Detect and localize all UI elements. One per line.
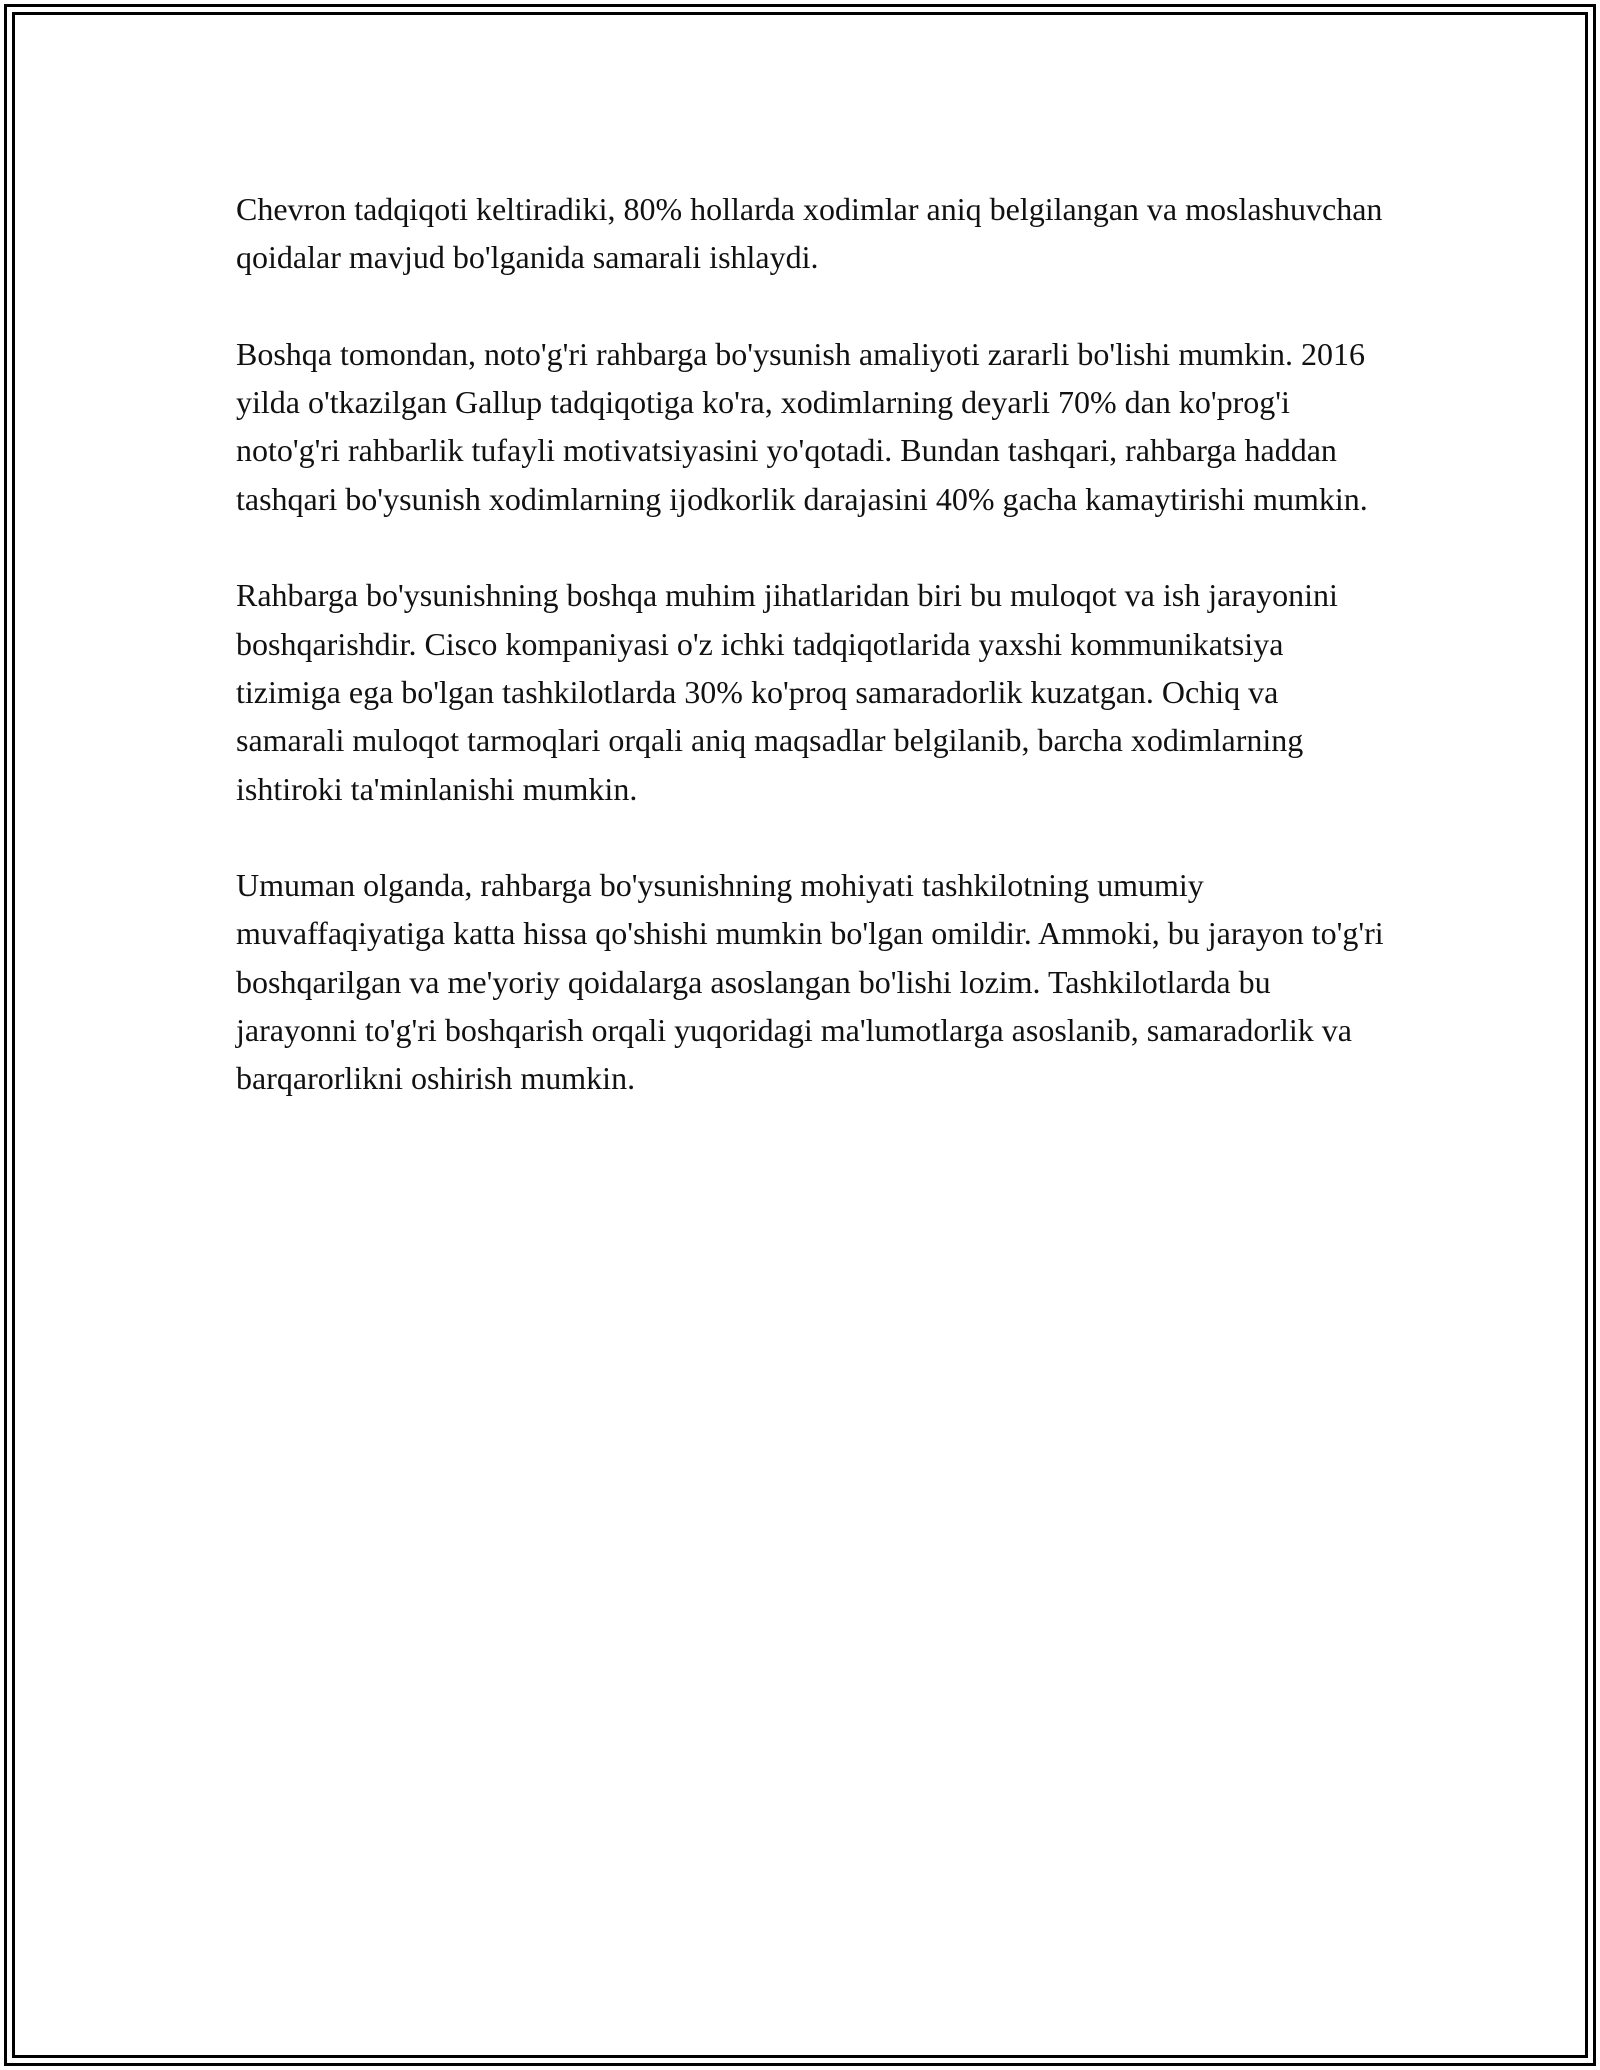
paragraph-gallup-study: Boshqa tomondan, noto'g'ri rahbarga bo'ysunish amaliyoti zararli bo'lishi mumkin. 2016 yilda o'tkazilgan Gallup tadqiqotiga ko'ra, xodimlarning deyarli 70% dan ko'prog'i noto'g'ri rahbarlik tufayli motivatsiyasini yo'qotadi. Bundan tashqari, rahbarga haddan tashqari bo'ysunish xodimlarning ijodkorlik darajasini 40% gacha kamaytirishi mumkin.: [236, 335, 1368, 517]
paragraph-chevron-study: Chevron tadqiqoti keltiradiki, 80% hollarda xodimlar aniq belgilangan va moslashuvchan qoidalar mavjud bo'lganida samarali ishlaydi.: [236, 191, 1383, 276]
paragraph-conclusion: Umuman olganda, rahbarga bo'ysunishning mohiyati tashkilotning umumiy muvaffaqiyatiga katta hissa qo'shishi mumkin bo'lgan omildir. Ammoki, bu jarayon to'g'ri boshqarilgan va me'yoriy qoidalarga asoslangan bo'lishi lozim. Tashkilotlarda bu jarayonni to'g'ri boshqarish orqali yuqoridagi ma'lumotlarga asoslanib, samaradorlik va barqarorlikni oshirish mumkin.: [236, 867, 1384, 1097]
paragraph-cisco-study: Rahbarga bo'ysunishning boshqa muhim jihatlaridan biri bu muloqot va ish jarayonini boshqarishdir. Cisco kompaniyasi o'z ichki tadqiqotlarida yaxshi kommunikatsiya tizimiga ega bo'lgan tashkilotlarda 30% ko'proq samaradorlik kuzatgan. Ochiq va samarali muloqot tarmoqlari orqali aniq maqsadlar belgilanib, barcha xodimlarning ishtiroki ta'minlanishi mumkin.: [236, 577, 1338, 807]
document-body: [236, 185, 1386, 1103]
